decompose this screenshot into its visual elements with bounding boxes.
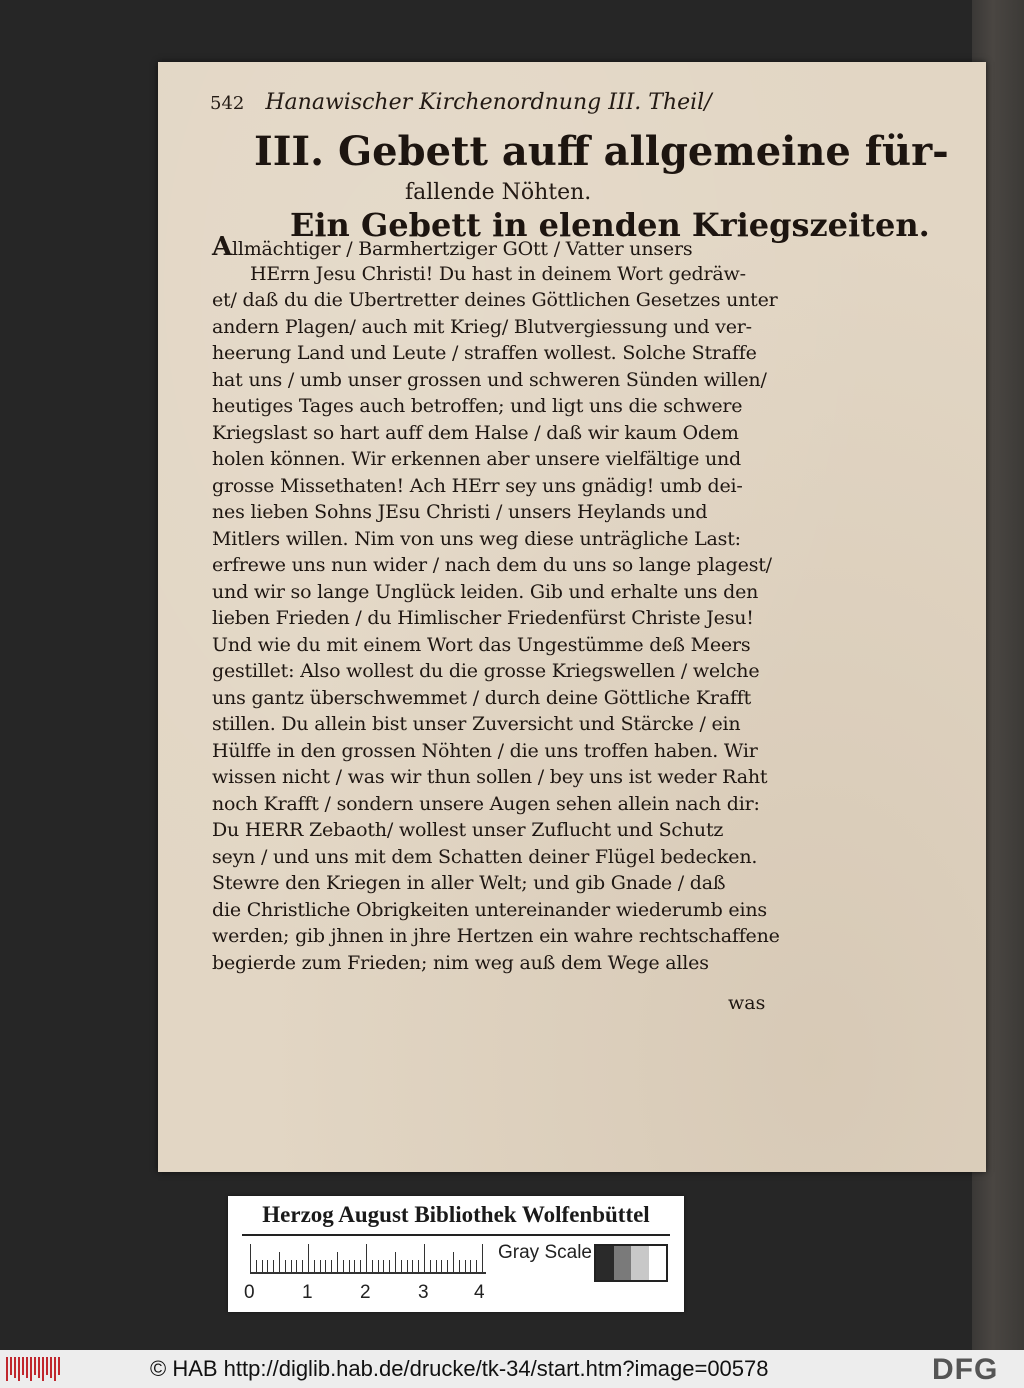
text-line [212,711,782,738]
text-line [212,844,782,871]
ruler-tick [325,1260,326,1274]
text-line-content: Du HERR Zebaoth/ wollest unser Zuflucht und Schutz [212,819,724,841]
text-line [212,367,782,394]
text-line-content: uns gantz überschwemmet / durch deine Göttliche Krafft [212,686,752,709]
logo-bar [30,1357,32,1381]
text-line [212,552,782,579]
ruler-tick [482,1244,483,1274]
ruler-tick [476,1260,477,1274]
ruler-tick [250,1244,251,1274]
text-line-content: wissen nicht / was wir thun sollen / bey uns ist weder Raht [212,766,768,788]
gray-swatch [631,1246,649,1280]
text-line-content: lieben Frieden / du Himlischer Friedenfürst Christe Jesu! [212,607,754,629]
logo-bar [34,1357,36,1375]
ruler-tick [436,1260,437,1274]
text-line [212,473,782,500]
gray-swatch [614,1246,632,1280]
ruler-tick [331,1260,332,1274]
logo-bar [22,1357,24,1375]
text-line [212,658,782,685]
text-line-content: die Christliche Obrigkeiten untereinander wiederumb eins [212,898,767,921]
text-line-content: andern Plagen/ auch mit Krieg/ Blutvergiessung und ver- [212,315,752,338]
logo-bar [14,1357,16,1378]
text-line [212,314,782,341]
scale-number: 4 [474,1282,485,1303]
footer-bar [0,1350,1024,1388]
page-number: 542 [210,93,245,114]
text-line-content: HErrn Jesu Christi! Du hast in deinem Wort gedräw- [250,262,746,285]
hab-barcode-logo-icon [6,1357,60,1381]
logo-bar [42,1357,44,1381]
prayer-heading: Ein Gebett in elenden Kriegszeiten. [290,206,930,244]
text-line [212,685,782,712]
text-line-content: begierde zum Frieden; nim weg auß dem Wege alles [212,951,709,974]
text-line-content: et/ daß du die Ubertretter deines Göttlichen Gesetzes unter [212,289,778,311]
logo-bar [50,1357,52,1378]
gray-swatch [649,1246,667,1280]
text-line [212,950,782,977]
ruler-tick [279,1252,280,1274]
scale-number: 3 [418,1282,429,1303]
text-line [212,791,782,818]
text-line-content: und wir so lange Unglück leiden. Gib und erhalte uns den [212,580,759,603]
text-line-content: Stewre den Kriegen in aller Welt; und gib Gnade / daß [212,872,726,894]
section-title-continuation: fallende Nöhten. [405,180,592,205]
scale-number: 2 [360,1282,371,1303]
text-line [212,526,782,553]
scale-ruler [250,1240,486,1274]
ruler-tick [256,1260,257,1274]
text-line-content: Mitlers willen. Nim von uns weg diese unträgliche Last: [212,527,741,550]
ruler-tick [337,1252,338,1274]
text-line-content: Hülffe in den grossen Nöhten / die uns troffen haben. Wir [212,739,758,762]
text-line-content: seyn / und uns mit dem Schatten deiner Flügel bedecken. [212,845,758,868]
text-line-content: heerung Land und Leute / straffen wollest. Solche Straffe [212,342,757,364]
ruler-tick [285,1260,286,1274]
ruler-tick [308,1244,309,1274]
text-line-content: Und wie du mit einem Wort das Ungestümme deß Meers [212,633,751,656]
text-line [212,393,782,420]
text-line-content: llmächtiger / Barmhertziger GOtt / Vatter unsers [231,238,693,260]
ruler-tick [378,1260,379,1274]
color-calibration-card [228,1196,684,1312]
ruler-tick [354,1260,355,1274]
ruler-tick [320,1260,321,1274]
ruler-tick [395,1252,396,1274]
text-line-content: erfrewe uns nun wider / nach dem du uns so lange plagest/ [212,554,772,576]
ruler-tick [366,1244,367,1274]
text-line [212,897,782,924]
text-line-content: noch Krafft / sondern unsere Augen sehen allein nach dir: [212,792,760,815]
text-line [212,579,782,606]
logo-bar [26,1357,28,1378]
gray-swatch [596,1246,614,1280]
text-line-content: gestillet: Also wollest du die grosse Kriegswellen / welche [212,660,760,682]
logo-bar [54,1357,56,1381]
ruler-tick [424,1244,425,1274]
dfg-logo: DFG [932,1353,999,1386]
ruler-tick [296,1260,297,1274]
ruler-tick [267,1260,268,1274]
ruler-tick [465,1260,466,1274]
text-line [212,340,782,367]
text-line-content: grosse Missethaten! Ach HErr sey uns gnädig! umb dei- [212,474,743,497]
ruler-tick [470,1260,471,1274]
initial-letter: A [212,232,232,262]
scale-number: 0 [244,1282,255,1303]
copyright-link[interactable]: © HAB http://diglib.hab.de/drucke/tk-34/start.htm?image=00578 [150,1356,769,1381]
logo-bar [46,1357,48,1375]
text-line [212,764,782,791]
text-line [212,923,782,950]
section-title: III. Gebett auff allgemeine für- [254,128,949,175]
prayer-text [212,234,782,976]
text-line [212,420,782,447]
logo-bar [18,1357,20,1381]
ruler-tick [383,1260,384,1274]
text-line [212,446,782,473]
ruler-tick [273,1260,274,1274]
ruler-tick [459,1260,460,1274]
text-line-content: hat uns / umb unser grossen und schweren Sünden willen/ [212,368,767,391]
catchword: was [728,992,766,1014]
text-line [212,234,782,261]
ruler-tick [291,1260,292,1274]
ruler-tick [343,1260,344,1274]
ruler-tick [360,1260,361,1274]
logo-bar [10,1357,12,1375]
text-line [212,499,782,526]
text-line [212,870,782,897]
ruler-tick [349,1260,350,1274]
logo-bar [6,1357,8,1381]
running-head [210,90,860,115]
text-line-content: holen können. Wir erkennen aber unsere vielfältige und [212,448,741,470]
ruler-tick [418,1260,419,1274]
text-line [212,287,782,314]
ruler-tick [453,1252,454,1274]
text-line [212,632,782,659]
ruler-tick [302,1260,303,1274]
ruler-tick [412,1260,413,1274]
ruler-tick [430,1260,431,1274]
running-head-text: Hanawischer Kirchenordnung III. Theil/ [265,90,712,115]
text-line-content: werden; gib jhnen in jhre Hertzen ein wahre rechtschaffene [212,925,780,947]
text-line-content: heutiges Tages auch betroffen; und ligt uns die schwere [212,395,743,417]
ruler-tick [441,1260,442,1274]
gray-scale-label: Gray Scale [498,1242,592,1263]
ruler-tick [262,1260,263,1274]
library-name: Herzog August Bibliothek Wolfenbüttel [262,1202,650,1227]
logo-bar [38,1357,40,1378]
ruler-tick [447,1260,448,1274]
scale-number: 1 [302,1282,313,1303]
ruler-tick [314,1260,315,1274]
ruler-tick [401,1260,402,1274]
text-line [212,605,782,632]
text-line [212,817,782,844]
ruler-tick [407,1260,408,1274]
card-divider [242,1234,670,1236]
ruler-tick [389,1260,390,1274]
logo-bar [58,1357,60,1375]
text-line [212,261,782,288]
text-line-content: stillen. Du allein bist unser Zuversicht und Stärcke / ein [212,713,741,735]
text-line-content: Kriegslast so hart auff dem Halse / daß wir kaum Odem [212,421,739,444]
text-line [212,738,782,765]
ruler-tick [372,1260,373,1274]
text-line-content: nes lieben Sohns JEsu Christi / unsers Heylands und [212,501,708,523]
gray-scale-swatches [594,1244,668,1282]
